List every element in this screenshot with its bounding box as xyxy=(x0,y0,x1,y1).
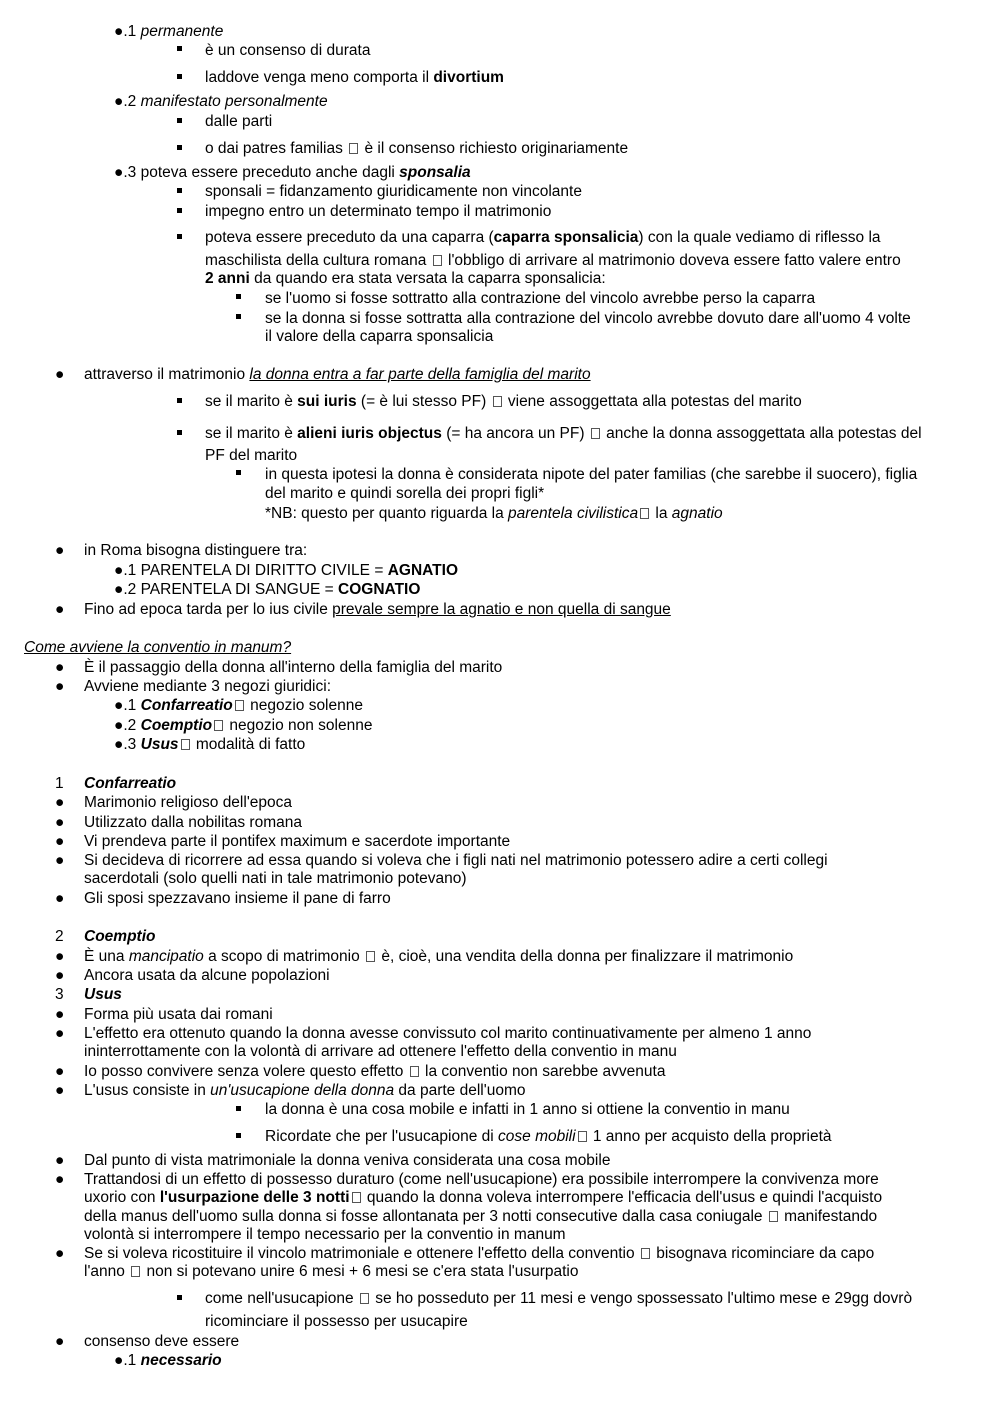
arrow-icon xyxy=(433,255,442,266)
list-item: ●.3 Usus modalità di fatto xyxy=(114,736,306,753)
bullet-icon: ● xyxy=(55,1245,65,1262)
list-item-continuation: del marito e quindi sorella dei propri figli* xyxy=(265,485,545,502)
list-item: ●.2 PARENTELA DI SANGUE = COGNATIO xyxy=(114,581,421,598)
bullet-icon: ● xyxy=(55,542,65,559)
list-number: 1 xyxy=(55,775,64,792)
list-item: Forma più usata dai romani xyxy=(84,1006,273,1023)
square-bullet-icon xyxy=(177,1295,182,1300)
arrow-icon xyxy=(131,1266,140,1277)
list-item-continuation: uxorio con l'usurpazione delle 3 notti quando la donna voleva interrompere l'efficacia dell'usus e quindi l'acquisto xyxy=(84,1189,883,1206)
list-item: se il marito è sui iuris (= è lui stesso PF) viene assoggettata alla potestas del marito xyxy=(205,393,802,410)
square-bullet-icon xyxy=(236,470,241,475)
list-item-continuation: il valore della caparra sponsalicia xyxy=(265,328,494,345)
list-item: Trattandosi di un effetto di possesso duraturo (come nell'usucapione) era possibile interrompere la convivenza more xyxy=(84,1171,879,1188)
note-line: *NB: questo per quanto riguarda la parentela civilistica la agnatio xyxy=(265,505,723,522)
list-item-continuation: ininterrottamente con la volontà di arrivare ad ottenere l'effetto della conventio in manu xyxy=(84,1043,677,1060)
arrow-icon xyxy=(640,508,649,519)
list-item-continuation: sacerdotali (solo quelli nati in tale matrimonio potevano) xyxy=(84,870,467,887)
list-item: in questa ipotesi la donna è considerata nipote del pater familias (che sarebbe il suocero), figlia xyxy=(265,466,918,483)
bullet-icon: ● xyxy=(55,833,65,850)
bullet-icon: ● xyxy=(55,601,65,618)
bullet-icon: ● xyxy=(55,1082,65,1099)
list-item-continuation: maschilista della cultura romana l'obbligo di arrivare al matrimonio doveva essere fatto valere entro xyxy=(205,252,901,269)
list-item: Ancora usata da alcune popolazioni xyxy=(84,967,330,984)
list-item: se l'uomo si fosse sottratto alla contrazione del vincolo avrebbe perso la caparra xyxy=(265,290,816,307)
bullet-icon: ● xyxy=(55,1006,65,1023)
list-item-continuation: ricominciare il possesso per usucapire xyxy=(205,1313,468,1330)
list-item: Marimonio religioso dell'epoca xyxy=(84,794,293,811)
list-item: ●.1 necessario xyxy=(114,1352,222,1369)
list-item: Utilizzato dalla nobilitas romana xyxy=(84,814,302,831)
list-item: Vi prendeva parte il pontifex maximum e sacerdote importante xyxy=(84,833,511,850)
arrow-icon xyxy=(181,739,190,750)
section-heading: Come avviene la conventio in manum? xyxy=(24,639,292,656)
square-bullet-icon xyxy=(177,398,182,403)
list-item: Se si voleva ricostituire il vincolo matrimoniale e ottenere l'effetto della conventio bisognava ricominciare da capo xyxy=(84,1245,875,1262)
square-bullet-icon xyxy=(177,208,182,213)
bullet-icon: ● xyxy=(55,890,65,907)
square-bullet-icon xyxy=(177,118,182,123)
square-bullet-icon xyxy=(177,234,182,239)
list-item: come nell'usucapione se ho posseduto per 11 mesi e vengo spossessato l'ultimo mese e 29gg dovrò xyxy=(205,1290,913,1307)
bullet-icon: ● xyxy=(55,1025,65,1042)
bullet-icon: ● xyxy=(55,852,65,869)
bullet-icon: ● xyxy=(55,967,65,984)
list-item: ●.3 poteva essere preceduto anche dagli sponsalia xyxy=(114,164,471,181)
arrow-icon xyxy=(410,1066,419,1077)
list-item-continuation: 2 anni da quando era stata versata la caparra sponsalicia: xyxy=(205,270,606,287)
bullet-icon: ● xyxy=(55,1333,65,1350)
list-item: Dal punto di vista matrimoniale la donna veniva considerata una cosa mobile xyxy=(84,1152,611,1169)
square-bullet-icon xyxy=(177,46,182,51)
list-number: 2 xyxy=(55,928,64,945)
arrow-icon xyxy=(214,720,223,731)
list-item: o dai patres familias è il consenso richiesto originariamente xyxy=(205,140,629,157)
list-item: poteva essere preceduto da una caparra (caparra sponsalicia) con la quale vediamo di riflesso la xyxy=(205,229,881,246)
subsection-heading: Usus xyxy=(84,986,122,1003)
arrow-icon xyxy=(578,1131,587,1142)
list-item: se la donna si fosse sottratta alla contrazione del vincolo avrebbe dovuto dare all'uomo 4 volte xyxy=(265,310,911,327)
bullet-icon: ● xyxy=(55,366,65,383)
bullet-icon: ● xyxy=(55,1063,65,1080)
subsection-heading: Confarreatio xyxy=(84,775,177,792)
list-item: Gli sposi spezzavano insieme il pane di farro xyxy=(84,890,391,907)
list-item: laddove venga meno comporta il divortium xyxy=(205,69,504,86)
list-item: È il passaggio della donna all'interno della famiglia del marito xyxy=(84,659,503,676)
arrow-icon xyxy=(235,700,244,711)
list-item: ●.1 Confarreatio negozio solenne xyxy=(114,697,363,714)
list-item: L'usus consiste in un'usucapione della donna da parte dell'uomo xyxy=(84,1082,526,1099)
list-item-continuation: PF del marito xyxy=(205,447,298,464)
list-item-continuation: volontà si interrompere il tempo necessario per la conventio in manum xyxy=(84,1226,566,1243)
arrow-icon xyxy=(493,396,502,407)
bullet-icon: ● xyxy=(55,659,65,676)
list-item: Avviene mediante 3 negozi giuridici: xyxy=(84,678,332,695)
list-item: impegno entro un determinato tempo il matrimonio xyxy=(205,203,552,220)
bullet-icon: ● xyxy=(55,794,65,811)
bullet-icon: ● xyxy=(55,678,65,695)
bullet-icon: ● xyxy=(55,1152,65,1169)
square-bullet-icon xyxy=(236,314,241,319)
bullet-icon: ● xyxy=(55,1171,65,1188)
list-item: Si decideva di ricorrere ad essa quando si voleva che i figli nati nel matrimonio potessero adire a certi collegi xyxy=(84,852,828,869)
list-item: L'effetto era ottenuto quando la donna avesse convissuto col marito continuativamente per almeno 1 anno xyxy=(84,1025,812,1042)
arrow-icon xyxy=(769,1211,778,1222)
arrow-icon xyxy=(352,1192,361,1203)
list-item: Io posso convivere senza volere questo effetto la conventio non sarebbe avvenuta xyxy=(84,1063,666,1080)
square-bullet-icon xyxy=(236,1106,241,1111)
square-bullet-icon xyxy=(236,294,241,299)
list-number: 3 xyxy=(55,986,64,1003)
square-bullet-icon xyxy=(236,1133,241,1138)
list-item: È una mancipatio a scopo di matrimonio è, cioè, una vendita della donna per finalizzare il matrimonio xyxy=(84,948,794,965)
square-bullet-icon xyxy=(177,188,182,193)
bullet-icon: ● xyxy=(55,948,65,965)
square-bullet-icon xyxy=(177,430,182,435)
list-item-continuation: della manus dell'uomo sulla donna si fosse allontanata per 3 notti consecutive dalla casa coniugale manifestando xyxy=(84,1208,878,1225)
bullet-icon: ● xyxy=(55,814,65,831)
square-bullet-icon xyxy=(177,145,182,150)
arrow-icon xyxy=(366,951,375,962)
list-item: ●.2 manifestato personalmente xyxy=(114,93,328,110)
list-item: ●.1 permanente xyxy=(114,23,224,40)
list-item: ●.2 Coemptio negozio non solenne xyxy=(114,717,373,734)
list-item: se il marito è alieni iuris objectus (= ha ancora un PF) anche la donna assoggettata alla potestas del xyxy=(205,425,922,442)
list-item: è un consenso di durata xyxy=(205,42,371,59)
subsection-heading: Coemptio xyxy=(84,928,156,945)
list-item: attraverso il matrimonio la donna entra a far parte della famiglia del marito xyxy=(84,366,591,383)
list-item: in Roma bisogna distinguere tra: xyxy=(84,542,308,559)
arrow-icon xyxy=(360,1293,369,1304)
list-item: Ricordate che per l'usucapione di cose mobili 1 anno per acquisto della proprietà xyxy=(265,1128,832,1145)
list-item: consenso deve essere xyxy=(84,1333,240,1350)
list-item: Fino ad epoca tarda per lo ius civile prevale sempre la agnatio e non quella di sangue xyxy=(84,601,671,618)
square-bullet-icon xyxy=(177,74,182,79)
arrow-icon xyxy=(349,143,358,154)
list-item: la donna è una cosa mobile e infatti in 1 anno si ottiene la conventio in manu xyxy=(265,1101,790,1118)
arrow-icon xyxy=(591,428,600,439)
list-item-continuation: l'anno non si potevano unire 6 mesi + 6 mesi se c'era stata l'usurpatio xyxy=(84,1263,579,1280)
list-item: sponsali = fidanzamento giuridicamente non vincolante xyxy=(205,183,582,200)
list-item: dalle parti xyxy=(205,113,273,130)
list-item: ●.1 PARENTELA DI DIRITTO CIVILE = AGNATIO xyxy=(114,562,459,579)
arrow-icon xyxy=(641,1248,650,1259)
